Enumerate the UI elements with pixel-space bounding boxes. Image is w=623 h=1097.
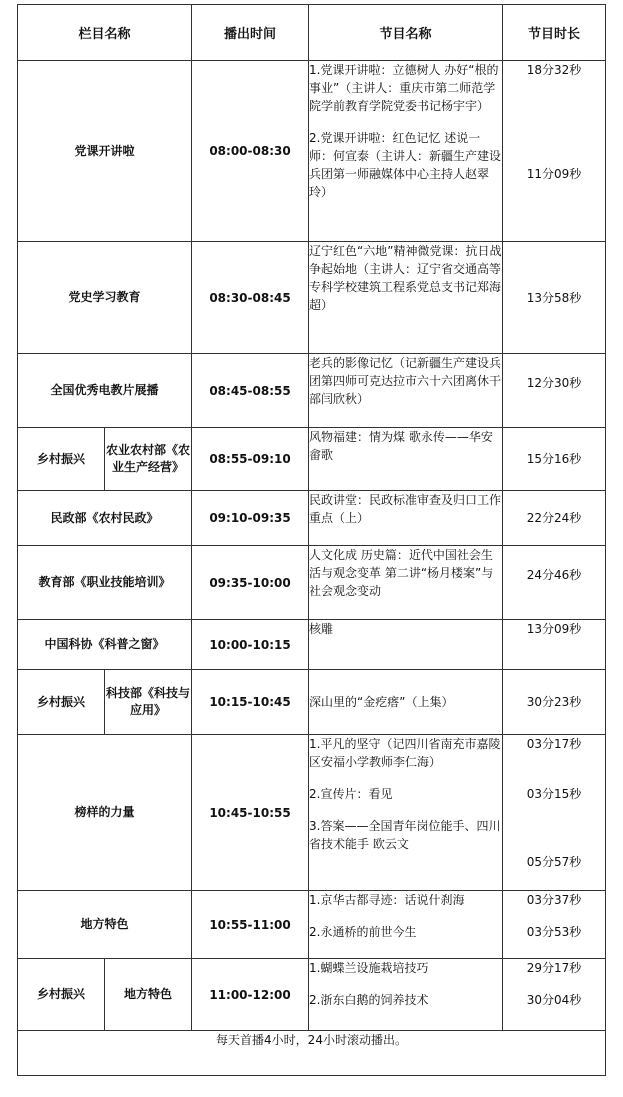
program-cell [309,428,503,491]
program-cell [309,61,503,242]
column-cell: 民政部《农村民政》 [18,491,192,546]
time-cell: 10:15-10:45 [192,670,309,735]
time-cell: 08:45-08:55 [192,354,309,428]
program-cell [309,546,503,620]
table-row [18,891,606,959]
program-cell [309,735,503,891]
duration-item: 03分17秒 [526,737,582,751]
duration-item: 03分53秒 [526,925,582,939]
program-cell [309,620,503,670]
column-cell: 中国科协《科普之窗》 [18,620,192,670]
duration-item: 03分37秒 [526,893,582,907]
duration-item: 11分09秒 [526,167,582,181]
footer-row [18,1031,606,1076]
program-cell [309,959,503,1031]
footer-note: 每天首播4小时，24小时滚动播出。 [18,1031,606,1076]
header-program-duration: 节目时长 [503,5,606,61]
time-cell: 10:00-10:15 [192,620,309,670]
duration-item: 03分15秒 [526,787,582,801]
duration-cell [503,61,606,242]
subcolumn-cell: 科技部《科技与应用》 [105,670,192,735]
duration-item: 12分30秒 [526,376,582,390]
program-item: 深山里的“金疙瘩”（上集） [309,695,454,709]
duration-cell [503,891,606,959]
subcolumn-cell: 农业农村部《农业生产经营》 [105,428,192,491]
duration-item: 18分32秒 [526,63,582,77]
table-row [18,546,606,620]
header-broadcast-time: 播出时间 [192,5,309,61]
table-row [18,428,606,491]
duration-cell [503,959,606,1031]
program-cell [309,670,503,735]
program-item: 核雕 [309,622,334,636]
time-cell: 08:00-08:30 [192,61,309,242]
duration-cell [503,428,606,491]
time-cell: 08:30-08:45 [192,242,309,354]
column-cell: 教育部《职业技能培训》 [18,546,192,620]
program-item: 1.党课开讲啦：立德树人 办好“根的事业”（主讲人：重庆市第二师范学院学前教育学院党委书记杨宇宇） [309,63,499,113]
header-program-name: 节目名称 [309,5,503,61]
column-cell: 党史学习教育 [18,242,192,354]
duration-cell [503,242,606,354]
time-cell: 10:55-11:00 [192,891,309,959]
program-item: 1.蝴蝶兰设施栽培技巧 [309,961,429,975]
table-row [18,491,606,546]
duration-item: 13分09秒 [526,622,582,636]
time-cell: 08:55-09:10 [192,428,309,491]
column-cell: 乡村振兴 [18,670,105,735]
program-item: 2.永通桥的前世今生 [309,925,417,939]
duration-item: 30分04秒 [526,993,582,1007]
duration-item: 15分16秒 [526,452,582,466]
column-cell: 乡村振兴 [18,959,105,1031]
program-item: 风物福建：情为煤 歌永传——华安畲歌 [309,430,493,462]
program-item: 2.党课开讲啦：红色记忆 述说一师：何宣泰（主讲人：新疆生产建设兵团第一师融媒体中心主持人赵翠玲） [309,131,502,199]
duration-cell [503,354,606,428]
program-item: 老兵的影像记忆（记新疆生产建设兵团第四师可克达拉市六十六团离休干部闫欣秋） [309,356,502,406]
column-cell: 地方特色 [18,891,192,959]
column-cell: 党课开讲啦 [18,61,192,242]
time-cell: 09:35-10:00 [192,546,309,620]
duration-cell [503,546,606,620]
column-cell: 全国优秀电教片展播 [18,354,192,428]
program-item: 人文化成 历史篇：近代中国社会生活与观念变革 第二讲“杨月楼案”与社会观念变动 [309,548,494,598]
duration-item: 30分23秒 [526,695,582,709]
duration-item: 05分57秒 [526,855,582,869]
duration-item: 24分46秒 [526,568,582,582]
time-cell: 10:45-10:55 [192,735,309,891]
table-row [18,354,606,428]
header-column-name: 栏目名称 [18,5,192,61]
duration-cell [503,670,606,735]
program-item: 辽宁红色“六地”精神微党课：抗日战争起始地（主讲人：辽宁省交通高等专科学校建筑工程系党总支书记郑海超） [309,244,502,312]
program-item: 2.浙东白鹅的饲养技术 [309,993,429,1007]
table-row [18,735,606,891]
duration-cell [503,491,606,546]
header-row [18,5,606,61]
time-cell: 11:00-12:00 [192,959,309,1031]
program-item: 2.宣传片：看见 [309,787,393,801]
subcolumn-cell: 地方特色 [105,959,192,1031]
schedule-table [17,4,606,1076]
table-row [18,670,606,735]
duration-item: 13分58秒 [526,290,582,305]
table-row [18,959,606,1031]
table-row [18,61,606,242]
duration-item: 29分17秒 [526,961,582,975]
program-cell [309,354,503,428]
table-row [18,620,606,670]
program-item: 1.平凡的坚守（记四川省南充市嘉陵区安福小学教师李仁海） [309,737,501,769]
program-cell [309,491,503,546]
program-cell [309,891,503,959]
table-row [18,242,606,354]
time-cell: 09:10-09:35 [192,491,309,546]
column-cell: 乡村振兴 [18,428,105,491]
duration-cell [503,620,606,670]
program-cell [309,242,503,354]
program-item: 民政讲堂：民政标准审查及归口工作重点（上） [309,493,502,525]
program-item: 1.京华古都寻迹：话说什刹海 [309,893,465,907]
program-item: 3.答案——全国青年岗位能手、四川省技术能手 欧云文 [309,819,501,851]
duration-cell [503,735,606,891]
column-cell: 榜样的力量 [18,735,192,891]
duration-item: 22分24秒 [526,511,582,525]
